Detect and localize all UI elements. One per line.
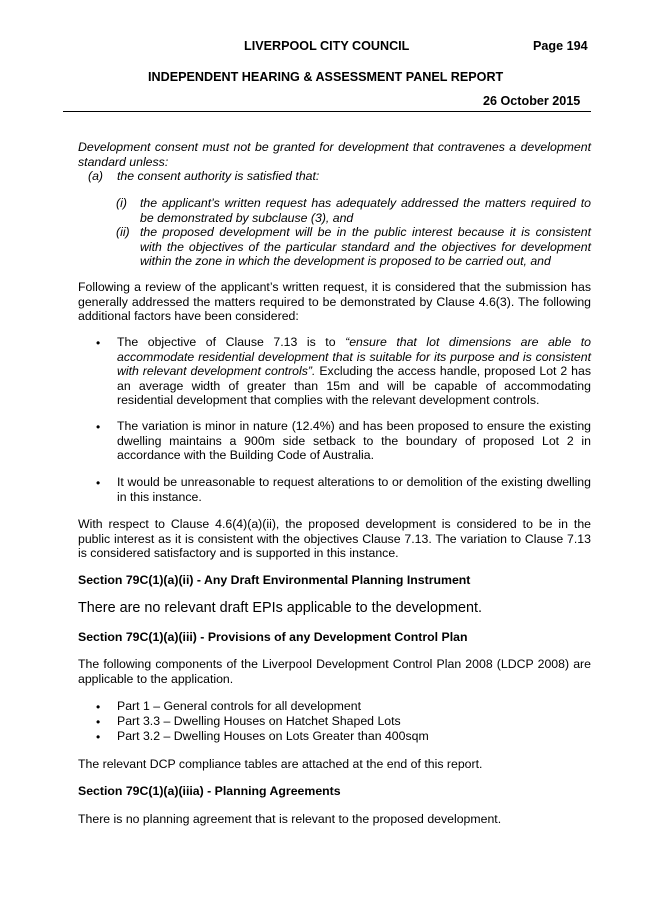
conclusion-paragraph: With respect to Clause 4.6(4)(a)(ii), the proposed development is considered to be in the public interest as it is consistent with the objectives Clause 7.13. The variation to Clause 7.13 is considered satisfactory and is supported in this instance.: [78, 517, 591, 561]
page-number: Page 194: [533, 39, 588, 53]
clause-intro: Development consent must not be granted for development that contravenes a development standard unless:: [78, 140, 591, 169]
clause-ii-text: the proposed development will be in the public interest because it is consistent with the objectives of the particular standard and the objectives for development within the zone in which the development is proposed to be carried out, and: [140, 225, 591, 269]
section-epi-heading: Section 79C(1)(a)(ii) - Any Draft Environmental Planning Instrument: [78, 573, 471, 587]
section-epi-text: There are no relevant draft EPIs applicable to the development.: [78, 600, 482, 616]
bullet-icon: •: [96, 715, 101, 729]
dcp-item-1: Part 1 – General controls for all development: [117, 699, 362, 713]
header-rule: [63, 111, 591, 112]
report-date: 26 October 2015: [483, 94, 581, 108]
section-dcp-heading: Section 79C(1)(a)(iii) - Provisions of any Development Control Plan: [78, 630, 468, 644]
bullet-icon: •: [96, 730, 101, 744]
factor-1: [117, 335, 591, 408]
clause-ii-label: (ii): [116, 225, 130, 239]
section-dcp-note: The relevant DCP compliance tables are attached at the end of this report.: [78, 757, 483, 771]
clause-i-text: the applicant’s written request has adequately addressed the matters required to be demonstrated by subclause (3), and: [140, 196, 591, 225]
clause-i-label: (i): [116, 196, 127, 210]
section-dcp-intro: The following components of the Liverpool Development Control Plan 2008 (LDCP 2008) are applicable to the application.: [78, 657, 591, 686]
clause-a-label: (a): [88, 169, 104, 183]
factor-1-pre: The objective of Clause 7.13 is to: [117, 335, 346, 349]
council-name: LIVERPOOL CITY COUNCIL: [244, 39, 410, 53]
factor-2: The variation is minor in nature (12.4%) and has been proposed to ensure the existing dwelling maintains a 900m side setback to the boundary of proposed Lot 2 in accordance with the Building Code of Australia.: [117, 419, 591, 463]
clause-a-text: the consent authority is satisfied that:: [117, 169, 320, 183]
factor-1-post: Excluding the access handle, proposed Lot 2 has an average width of greater than 15m and will be capable of accommodating residential development that complies with the relevant development controls.: [117, 364, 591, 408]
dcp-item-2: Part 3.3 – Dwelling Houses on Hatchet Shaped Lots: [117, 714, 401, 728]
section-agreements-heading: Section 79C(1)(a)(iiia) - Planning Agreements: [78, 784, 341, 798]
factor-1-quote: “ensure that lot dimensions are able to accommodate residential development that is suitable for its purpose and is consistent with relevant development controls”.: [117, 335, 591, 379]
review-paragraph: Following a review of the applicant’s written request, it is considered that the submission has generally addressed the matters required to be demonstrated by Clause 4.6(3). The following additional factors have been considered:: [78, 280, 591, 324]
bullet-icon: •: [96, 420, 101, 434]
bullet-icon: •: [96, 700, 101, 714]
section-agreements-text: There is no planning agreement that is relevant to the proposed development.: [78, 812, 502, 826]
dcp-item-3: Part 3.2 – Dwelling Houses on Lots Greater than 400sqm: [117, 729, 429, 743]
bullet-icon: •: [96, 336, 101, 350]
bullet-icon: •: [96, 476, 101, 490]
report-title: INDEPENDENT HEARING & ASSESSMENT PANEL REPORT: [148, 70, 504, 84]
factor-3: It would be unreasonable to request alterations to or demolition of the existing dwelling in this instance.: [117, 475, 591, 504]
